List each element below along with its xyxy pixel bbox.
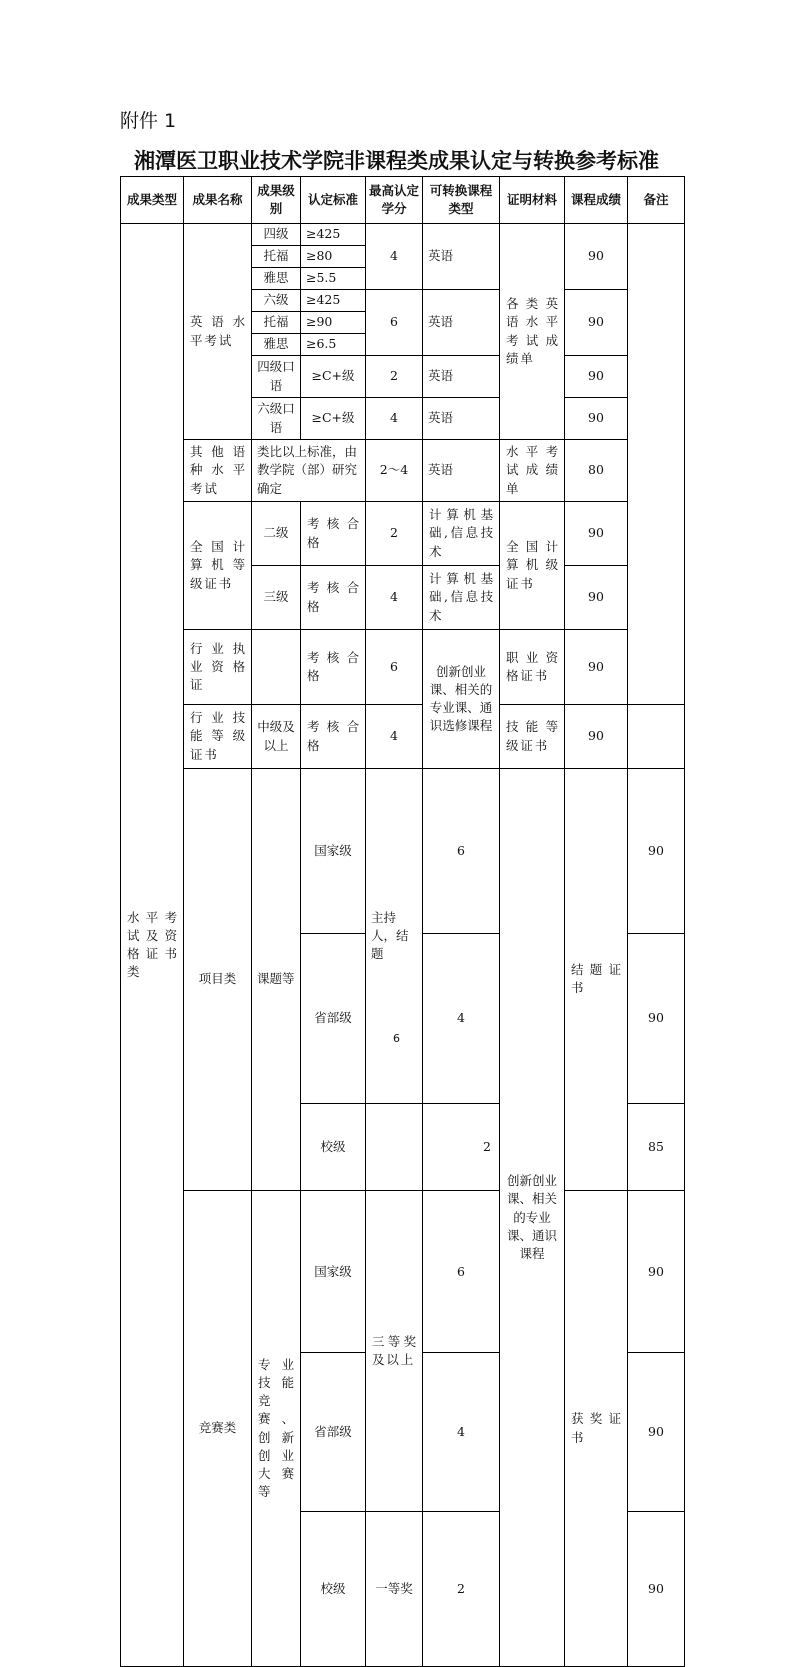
table-row [121,705,685,769]
name-project: 课题等 [252,769,301,1191]
course-practice-skill: 创新创业课、相关的专业课、通识选修课程 [423,630,500,769]
header-name: 成果名称 [184,177,252,224]
credit-cell: 2 [366,356,423,398]
standard-cell: ≥C+级 [301,356,366,398]
proof-practice-license: 职业资格证书 [500,630,565,705]
table-row [121,1190,685,1353]
table-row [121,630,685,705]
credit-cell: 2 [423,1103,500,1190]
header-row [121,177,685,224]
standard-cell: ≥425 [301,290,366,312]
standard-cell: 考核合格 [301,566,366,630]
standard-cell: ≥80 [301,246,366,268]
course-cell: 英语 [423,398,500,440]
header-course: 可转换课程类型 [423,177,500,224]
standard-project: 主持人，结题 [366,769,423,1104]
course-cell: 英语 [423,224,500,290]
table-row [121,769,685,934]
score-cell: 80 [565,440,628,502]
name-other-language: 其他语种水平考试 [184,440,252,502]
standard-cell: 考核合格 [301,630,366,705]
course-project-contest: 创新创业课、相关的专业课、通识课程 [500,769,565,1667]
standard-cell: 考核合格 [301,705,366,769]
standard-cell: ≥90 [301,312,366,334]
level-cell: 省部级 [301,934,366,1103]
name-practice-license: 行业执业资格证 [184,630,252,705]
name-computer: 全国计算机等级证书 [184,502,252,630]
credit-cell: 4 [366,566,423,630]
level-cell: 校级 [301,1103,366,1190]
level-cell: 校级 [301,1512,366,1667]
standard-cell: 考核合格 [301,502,366,566]
level-cell: 中级及以上 [252,705,301,769]
header-proof: 证明材料 [500,177,565,224]
course-cell: 计算机基础,信息技术 [423,502,500,566]
standard-cell: ≥6.5 [301,334,366,356]
score-cell: 90 [628,934,685,1103]
proof-skill-level: 技能等级证书 [500,705,565,769]
standard-cell: ≥5.5 [301,268,366,290]
course-cell: 英语 [423,440,500,502]
credit-cell: 4 [366,398,423,440]
level-cell: 二级 [252,502,301,566]
score-cell: 90 [565,566,628,630]
score-cell: 85 [628,1103,685,1190]
table-row [121,440,685,502]
document-title: 湘潭医卫职业技术学院非课程类成果认定与转换参考标准 [134,149,659,173]
type-cert: 水平考试及资格证书类 [121,224,184,1667]
header-standard: 认定标准 [301,177,366,224]
credit-cell: 2～4 [366,440,423,502]
standards-table [120,176,685,1667]
name-contest: 专业技能竞赛、创新创业大赛等 [252,1190,301,1666]
note-empty [628,224,685,705]
score-cell: 90 [565,356,628,398]
level-cell: 国家级 [301,769,366,934]
standard-empty [366,1103,423,1190]
header-type: 成果类型 [121,177,184,224]
standard-contest-b: 一等奖 [366,1512,423,1667]
level-cell: 雅思 [252,334,301,356]
header-level: 成果级别 [252,177,301,224]
header-credit: 最高认定学分 [366,177,423,224]
credit-cell: 6 [423,769,500,934]
credit-cell: 4 [366,705,423,769]
credit-cell: 6 [423,1190,500,1353]
score-cell: 90 [565,630,628,705]
level-cell [252,630,301,705]
name-skill-level: 行业技能等级证书 [184,705,252,769]
header-note: 备注 [628,177,685,224]
table-row [121,502,685,566]
credit-cell: 6 [366,290,423,356]
standard-cell: 类比以上标准，由教学院（部）研究确定 [252,440,366,502]
table-row [121,224,685,246]
credit-cell: 4 [366,224,423,290]
type-contest: 竞赛类 [184,1190,252,1666]
proof-contest: 获奖证书 [565,1190,628,1666]
attachment-label: 附件 1 [120,110,177,132]
level-cell: 四级 [252,224,301,246]
level-cell: 四级口语 [252,356,301,398]
credit-cell: 6 [366,630,423,705]
score-cell: 90 [628,1353,685,1512]
level-cell: 国家级 [301,1190,366,1353]
course-cell: 英语 [423,356,500,398]
score-cell: 90 [565,502,628,566]
standard-cell: ≥C+级 [301,398,366,440]
level-cell: 托福 [252,312,301,334]
level-cell: 省部级 [301,1353,366,1512]
score-cell: 90 [565,290,628,356]
score-cell: 90 [565,398,628,440]
course-cell: 英语 [423,290,500,356]
credit-cell: 2 [366,502,423,566]
name-english: 英语水平考试 [184,224,252,440]
credit-cell: 4 [423,1353,500,1512]
course-cell: 计算机基础,信息技术 [423,566,500,630]
proof-computer: 全国计算机级证书 [500,502,565,630]
level-cell: 托福 [252,246,301,268]
credit-cell: 2 [423,1512,500,1667]
page-number: 6 [393,1032,400,1045]
proof-english: 各类英语水平考试成绩单 [500,224,565,440]
proof-other-language: 水平考试成绩单 [500,440,565,502]
level-cell: 三级 [252,566,301,630]
score-cell: 90 [628,769,685,934]
proof-project: 结题证书 [565,769,628,1191]
score-cell: 90 [565,224,628,290]
score-cell: 90 [628,1190,685,1353]
level-cell: 六级 [252,290,301,312]
credit-cell: 4 [423,934,500,1103]
level-cell: 六级口语 [252,398,301,440]
header-score: 课程成绩 [565,177,628,224]
standard-contest-a: 三等奖及以上 [366,1190,423,1511]
score-cell: 90 [628,1512,685,1667]
standard-cell: ≥425 [301,224,366,246]
level-cell: 雅思 [252,268,301,290]
type-project: 项目类 [184,769,252,1191]
score-cell: 90 [565,705,628,769]
